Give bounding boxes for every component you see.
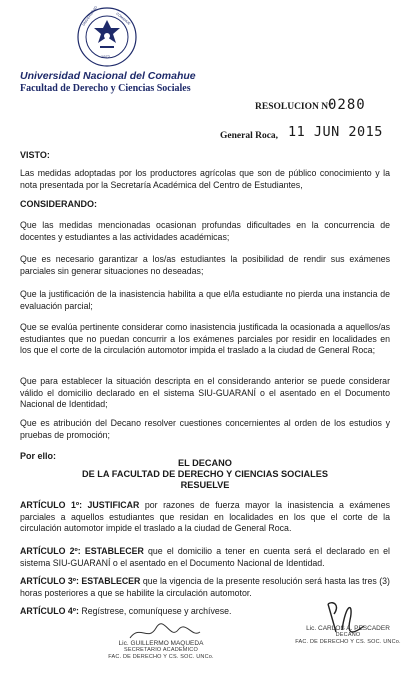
considerando-paragraph: Que las medidas mencionadas ocasionan profundas dificultades en la concurrencia de docentes y estudiantes a las actividades académicas;: [20, 220, 390, 242]
article-verb: JUSTIFICAR: [87, 500, 140, 510]
faculty-name: Facultad de Derecho y Ciencias Sociales: [20, 83, 191, 94]
signer-right-name: Lic. CARLOS A. PESCADER: [306, 625, 390, 632]
signer-left-faculty: FAC. DE DERECHO Y CS. SOC. UNCo.: [108, 653, 214, 660]
resolve-block: [20, 458, 390, 491]
resolution-number: 0280: [328, 97, 366, 113]
signature-right: [292, 596, 404, 666]
university-name: Universidad Nacional del Comahue: [20, 70, 196, 82]
article-2: [20, 546, 390, 569]
article-label: ARTÍCULO 2º:: [20, 546, 81, 556]
considerando-paragraph: Que se evalúa pertinente considerar como inasistencia justificada la ocasionada a aquellos/as estudiantes que no puedan concurrir a los exámenes parciales por residir en localidades en los que el corte de la circulación automotor impida el traslado a la ciudad de General Roca;: [20, 322, 390, 355]
svg-text:UNIVERSIDAD: UNIVERSIDAD: [81, 6, 99, 27]
article-verb: ESTABLECER: [84, 546, 144, 556]
signer-right-faculty: FAC. DE DERECHO Y CS. SOC. UNCo.: [295, 638, 401, 645]
considerando-paragraph: Que es atribución del Decano resolver cuestiones concernientes al orden de los estudios y pruebas de promoción;: [20, 418, 390, 440]
signer-left-role: SECRETARIO ACADEMICO: [124, 647, 198, 653]
article-verb: ESTABLECER: [81, 576, 141, 586]
resolution-date-stamp: 11 JUN 2015: [288, 124, 383, 140]
article-label: ARTÍCULO 1º:: [20, 500, 82, 510]
article-label: ARTÍCULO 4º:: [20, 606, 79, 616]
article-text: por razones de fuerza mayor la inasistencia a exámenes parciales a aquellos estudiantes que residan en localidades en los que el corte de la circulación automotor impide el traslado a la ciudad de General Roca.: [20, 500, 390, 533]
resolution-label: RESOLUCION N°: [255, 102, 332, 112]
considerando-heading: CONSIDERANDO:: [20, 199, 98, 209]
article-text: que el domicilio a tener en cuenta será el declarado en el sistema SIU-GUARANÍ o el asentado en el Documento Nacional de Identidad.: [20, 546, 390, 568]
considerando-paragraph: Que es necesario garantizar a los/as estudiantes la posibilidad de rendir sus exámenes parciales sin generar situaciones no deseadas;: [20, 254, 390, 276]
visto-heading: VISTO:: [20, 150, 50, 160]
university-seal: [76, 6, 138, 68]
article-label: ARTÍCULO 3º:: [20, 576, 79, 586]
signer-right-role: DECANO: [335, 632, 361, 638]
resolution-place: General Roca,: [220, 131, 279, 141]
signature-left: [100, 620, 220, 660]
considerando-paragraph: Que para establecer la situación descripta en el considerando anterior se puede considerar válido el domicilio declarado en el sistema SIU-GUARANÍ o el asentado en el Documento Nacional de Identidad;: [20, 376, 390, 409]
article-text: que la vigencia de la presente resolución será hasta las tres (3) horas posteriores a que se habilite la circulación automotor.: [20, 576, 390, 598]
resolve-line-decano: EL DECANO: [178, 458, 232, 468]
considerando-paragraph: Que la justificación de la inasistencia habilita a que el/la estudiante no pierda una instancia de evaluación parcial;: [20, 289, 390, 311]
article-text: Regístrese, comuníquese y archívese.: [78, 606, 232, 616]
signer-left-name: Lic. GUILLERMO MAQUEDA: [118, 640, 204, 647]
article-1: [20, 500, 390, 535]
resolve-line-resuelve: RESUELVE: [180, 480, 230, 490]
visto-text: Las medidas adoptadas por los productores agrícolas que son de público conocimiento y la nota presentada por la Secretaría Académica del Centro de Estudiantes,: [20, 168, 390, 190]
por-ello-label: Por ello:: [20, 451, 57, 461]
svg-text:COMAHUE: COMAHUE: [115, 11, 132, 26]
svg-text:1972: 1972: [101, 54, 110, 59]
resolve-line-faculty: DE LA FACULTAD DE DERECHO Y CIENCIAS SOCIALES: [81, 469, 329, 479]
